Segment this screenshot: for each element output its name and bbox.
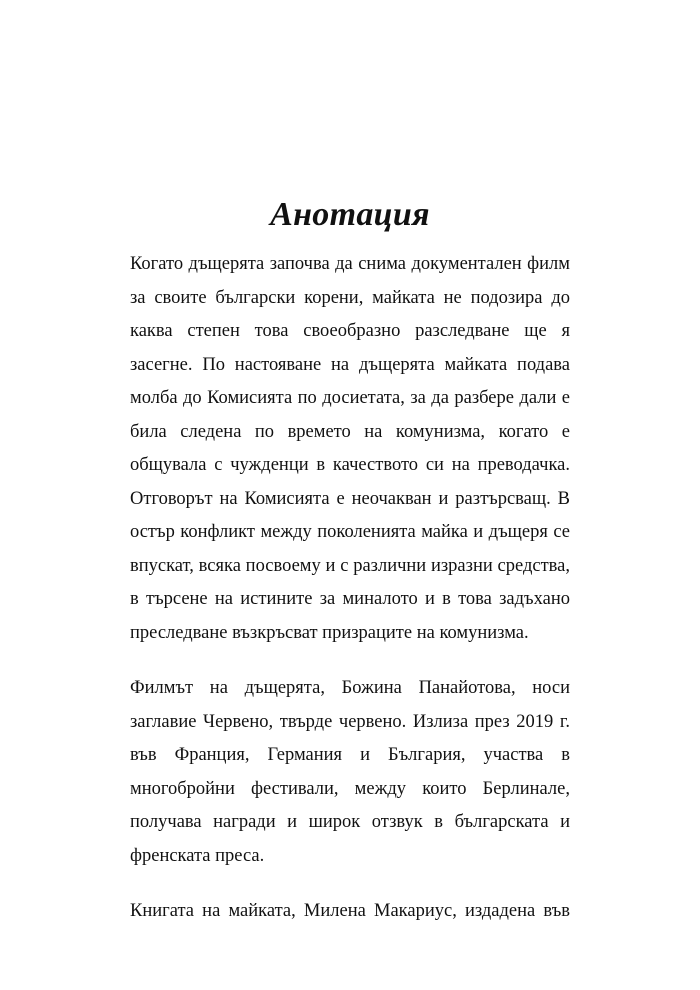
- text-line: във Франция, Германия и България, участва в: [130, 745, 570, 765]
- text-line: Отговорът на Комисията е неочакван и разтърсващ. В: [130, 488, 570, 509]
- text-line: засегне. По настояване на дъщерята майката подава: [130, 354, 570, 375]
- text-line: каква степен това своеобразно разследване ще я: [130, 321, 570, 341]
- text-line: Филмът на дъщерята, Божина Панайотова, носи: [130, 678, 570, 698]
- annotation-body: [130, 248, 570, 951]
- page-title: Анотация: [270, 196, 430, 233]
- paragraph: [130, 672, 570, 873]
- text-line: френската преса.: [130, 845, 265, 866]
- text-line: Книгата на майката, Милена Макариус, издадена във: [130, 901, 570, 921]
- text-line: преследване възкръсват призраците на комунизма.: [130, 622, 529, 643]
- text-line: общувала с чужденци в качеството си на преводачка.: [130, 455, 570, 475]
- text-line: остър конфликт между поколенията майка и дъщеря се: [130, 522, 570, 542]
- text-line: получава награди и широк отзвук в българската и: [130, 812, 570, 832]
- text-line: Когато дъщерята започва да снима документален филм: [130, 254, 570, 274]
- paragraph: [130, 895, 570, 929]
- text-line: заглавие Червено, твърде червено. Излиза през 2019 г.: [130, 711, 570, 732]
- text-line: впускат, всяка посвоему и с различни изразни средства,: [130, 555, 570, 576]
- text-line: в търсене на истините за миналото и в това задъхано: [130, 589, 570, 609]
- text-line: многобройни фестивали, между които Берлинале,: [130, 778, 570, 799]
- text-line: била следена по времето на комунизма, когато е: [130, 421, 570, 442]
- paragraph: [130, 248, 570, 650]
- text-line: за своите български корени, майката не подозира до: [130, 287, 570, 308]
- text-line: молба до Комисията по досиетата, за да разбере дали е: [130, 388, 570, 408]
